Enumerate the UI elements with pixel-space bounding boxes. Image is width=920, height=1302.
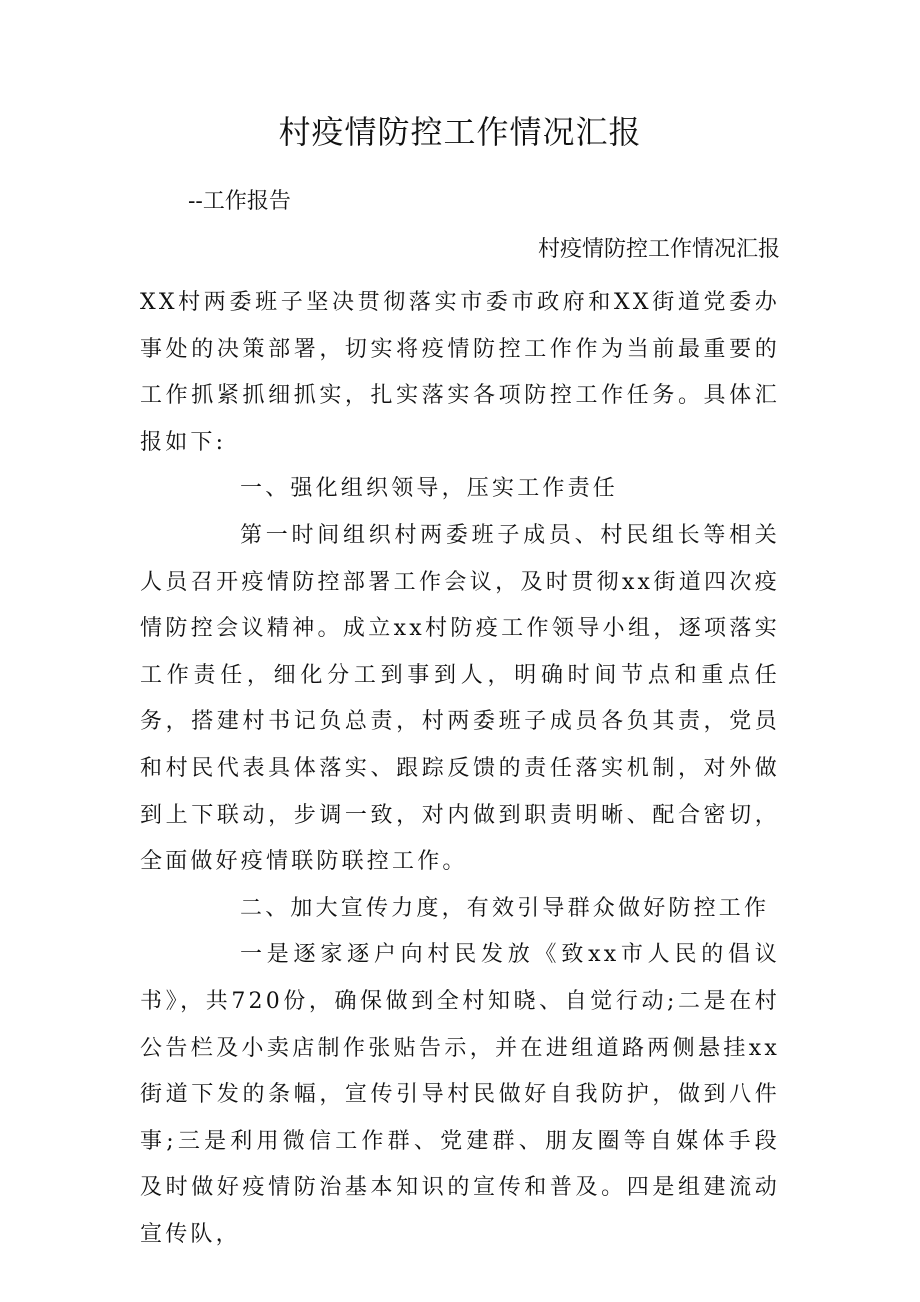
document-right-title: 村疫情防控工作情况汇报 [537, 237, 780, 262]
document-body [140, 280, 780, 1258]
intro-paragraph: XX村两委班子坚决贯彻落实市委市政府和XX街道党委办事处的决策部署，切实将疫情防控工作作为当前最重要的工作抓紧抓细抓实，扎实落实各项防控工作任务。具体汇报如下: [140, 290, 780, 455]
document-subtitle: --工作报告 [188, 189, 291, 214]
section-1-paragraph: 第一时间组织村两委班子成员、村民组长等相关人员召开疫情防控部署工作会议，及时贯彻xx街道四次疫情防控会议精神。成立xx村防疫工作领导小组，逐项落实工作责任，细化分工到事到人，明确时间节点和重点任务，搭建村书记负总责，村两委班子成员各负其责，党员和村民代表具体落实、跟踪反馈的责任落实机制，对外做到上下联动，步调一致，对内做到职责明晰、配合密切，全面做好疫情联防联控工作。 [140, 522, 780, 875]
section-2-paragraph: 一是逐家逐户向村民发放《致xx市人民的倡议书》，共720份，确保做到全村知晓、自觉行动;二是在村公告栏及小卖店制作张贴告示，并在进组道路两侧悬挂xx街道下发的条幅，宣传引导村民做好自我防护，做到八件事;三是利用微信工作群、党建群、朋友圈等自媒体手段及时做好疫情防治基本知识的宣传和普及。四是组建流动宣传队， [140, 942, 780, 1247]
section-heading-2: 二、加大宣传力度，有效引导群众做好防控工作 [240, 895, 770, 921]
document-title: 村疫情防控工作情况汇报 [278, 113, 642, 151]
section-heading-1: 一、强化组织领导，压实工作责任 [240, 476, 619, 502]
